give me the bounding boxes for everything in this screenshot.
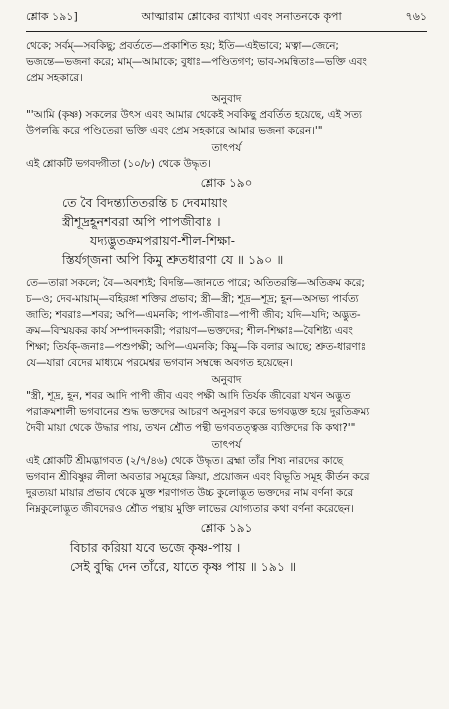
text-line: থেকে; সর্বম্—সবকিছু; প্রবর্ততে—প্রকাশিত হয়; ইতি—এইভাবে; মত্বা—জেনে; bbox=[26, 40, 339, 52]
text-line: যে—যারা বেদের মাধ্যমে পরমেশ্বর ভগবান সম্বন্ধে অবগত হয়েছেন। bbox=[26, 357, 293, 369]
purport-heading: তাৎপর্য bbox=[211, 142, 242, 154]
purport-block-2 bbox=[26, 453, 427, 517]
text-line: দুরত্যয়া মায়ার প্রভাব থেকে মুক্ত শরণাগত উচ্চ কুলোদ্ভূত ভক্তদের নাম বর্ণনা করে bbox=[26, 487, 354, 499]
text-line: "স্ত্রী, শূদ্র, হূন, শবর আদি পাপী জীব এবং পক্ষী আদি তির্যক জীবেরা যখন অদ্ভুত bbox=[26, 390, 351, 402]
verse-line: সেই বুদ্ধি দেন তাঁরে, যাতে কৃষ্ণ পায় ॥ ১৯১ ॥ bbox=[70, 559, 297, 574]
text-line: দৈবী মায়া থেকে উদ্ধার পায়, তখন শ্রৌত পন্থী ভগবতত্ত্বজ্ঞ ব্যক্তিদের কি কথা?'" bbox=[26, 422, 356, 434]
text-line: পরাক্রমশালী ভগবানের শুদ্ধ ভক্তদের আচরণ অনুসরণ করে ভগবদ্ভক্ত হয়ে দুরতিক্রম্য bbox=[26, 406, 370, 418]
purport-heading: তাৎপর্য bbox=[211, 439, 242, 451]
translation-block-1 bbox=[26, 107, 427, 139]
verse-191 bbox=[26, 538, 427, 576]
text-line: ক্রম—বিস্ময়কর কার্য সম্পাদনকারী; পরায়ণ—ভক্তদের; শীল-শিক্ষাঃ—বৈশিষ্ট্য এবং bbox=[26, 325, 353, 337]
synonyms-block-190 bbox=[26, 275, 427, 371]
translation-block-2 bbox=[26, 388, 427, 436]
text-line: তে—তারা সকলে; বৈ—অবশ্যই; বিদন্তি—জানতে পারে; অতিতরন্তি—অতিক্রম করে; bbox=[26, 277, 365, 289]
page-header bbox=[26, 8, 427, 32]
header-chapter-title: আত্মারাম শ্লোকের ব্যাখ্যা এবং সনাতনকে কৃপা bbox=[141, 10, 342, 23]
verse-line: তে বৈ বিদন্ত্যতিতরন্তি চ দেবমায়াং bbox=[62, 195, 228, 210]
text-line: ভজন্তে—ভজনা করে; মাম্—আমাকে; বুধাঃ—পণ্ডিতগণ; ভাব-সমন্বিতাঃ—ভক্তি এবং bbox=[26, 56, 367, 68]
text-line: চ—ও; দেব-মায়াম্—বহিরঙ্গা শক্তির প্রভাব; স্ত্রী—স্ত্রী; শূদ্র—শূদ্র; হূন—অসভ্য পার্বত্য bbox=[26, 293, 359, 305]
translation-heading: অনুবাদ bbox=[211, 93, 242, 105]
text-line: ভগবান শ্রীবিষ্ণুর লীলা অবতার সমূহের ক্রিয়া, প্রয়োজন এবং বিভূতি সমূহ কীর্তন করে bbox=[26, 471, 370, 483]
verse-number: শ্লোক ১৯১ bbox=[200, 521, 253, 535]
verse-190 bbox=[26, 193, 427, 269]
text-line: প্রেম সহকারে। bbox=[26, 72, 83, 84]
verse-line: স্ত্রীশূদ্রহূনশবরা অপি পাপজীবাঃ । bbox=[62, 214, 221, 229]
text-line: নিম্নকুলোদ্ভূত জীবদেরও শ্রৌত পন্থায় মুক্তি লাভের যোগ্যতার কথা বর্ণনা করেছেন। bbox=[26, 503, 354, 515]
header-verse-ref: শ্লোক ১৯১] bbox=[26, 10, 78, 23]
translation-heading: অনুবাদ bbox=[211, 374, 242, 386]
header-page-number: ৭৬১ bbox=[405, 10, 427, 23]
text-line: "'আমি (কৃষ্ণ) সকলের উৎস এবং আমার থেকেই সবকিছু প্রবর্তিত হয়েছে, এই সত্য bbox=[26, 109, 362, 121]
verse-line: যদ্যদ্ভুতক্রমপরায়ণ-শীল-শিক্ষা- bbox=[90, 233, 235, 248]
text-line: জাতি; শবরাঃ—শবর; অপি—এমনকি; পাপ-জীবাঃ—পাপী জীব; যদি—যদি; অদ্ভুত- bbox=[26, 309, 361, 321]
text-line: উপলব্ধি করে পণ্ডিতেরা ভক্তি এবং প্রেম সহকারে আমার ভজনা করেন।'" bbox=[26, 125, 323, 137]
text-line: শিক্ষা; তির্যক্-জনাঃ—পশুপক্ষী; অপি—এমনকি; কিমু—কি বলার আছে; শ্রুত-ধারণাঃ bbox=[26, 341, 367, 353]
verse-line: স্তির্যগ্জনা অপি কিমু শ্রুতধারণা যে ॥ ১৯০ ॥ bbox=[62, 252, 284, 267]
text-line: এই শ্লোকটি শ্রীমদ্ভাগবত (২/৭/৪৬) থেকে উদ্ধৃত। ব্রহ্মা তাঁর শিষ্য নারদের কাছে bbox=[26, 455, 344, 467]
verse-number: শ্লোক ১৯০ bbox=[200, 176, 253, 190]
verse-line: বিচার করিয়া যবে ভজে কৃষ্ণ-পায় । bbox=[70, 540, 241, 555]
synonyms-block-previous bbox=[26, 38, 427, 86]
purport-text: এই শ্লোকটি ভগবদ্গীতা (১০/৮) থেকে উদ্ধৃত। bbox=[26, 158, 211, 170]
